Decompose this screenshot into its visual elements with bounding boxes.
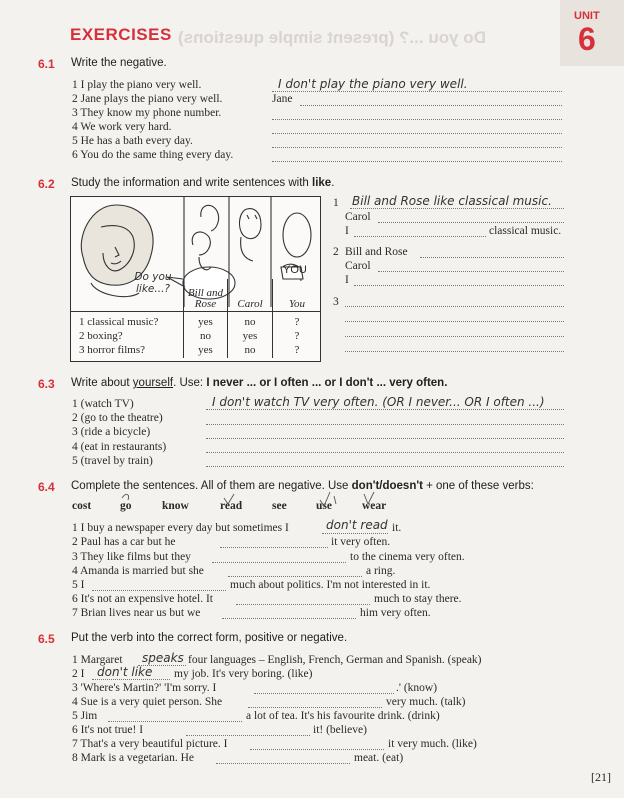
ex65-answer-1: speaks xyxy=(142,651,184,665)
ex65-post-8: meat. (eat) xyxy=(354,752,404,764)
ex64-item-5: 5 I xyxy=(72,579,85,591)
table-cell: ? xyxy=(294,315,300,328)
ex64-answer-1: don't read xyxy=(326,518,388,532)
exercise-instruction-6-3: Write about yourself. Use: I never ... or I often ... or I don't ... very often. xyxy=(71,377,448,389)
ex65-post-2: my job. It's very boring. (like) xyxy=(174,668,313,680)
table-row-label: 2 boxing? xyxy=(79,329,123,342)
ex61-item-5: 5 He has a bath every day. xyxy=(72,135,193,147)
table-cell: ? xyxy=(294,329,300,342)
verb-cost: cost xyxy=(72,500,92,512)
ex63-item-4: 4 (eat in restaurants) xyxy=(72,441,167,453)
table-cell: no xyxy=(184,329,228,343)
ex62-billrose-2: Bill and Rose xyxy=(345,246,408,258)
unit-number: 6 xyxy=(578,21,596,57)
ex61-item-4: 4 We work very hard. xyxy=(72,121,172,133)
ex62-carol-1: Carol xyxy=(345,211,371,223)
ex61-item-2: 2 Jane plays the piano very well. xyxy=(72,93,223,105)
col-header-carol: Carol xyxy=(228,279,273,311)
ex65-item-7: 7 That's a very beautiful picture. I xyxy=(72,738,228,750)
verb-wear: wear xyxy=(362,500,387,512)
ex64-item-3: 3 They like films but they xyxy=(72,551,191,563)
ex63-answer-1: I don't watch TV very often. (OR I never... OR I often ...) xyxy=(212,395,545,409)
ex62-num-2: 2 xyxy=(333,246,339,258)
ex64-post-5: much about politics. I'm not interested in it. xyxy=(230,579,431,591)
exercise-instruction-6-1: Write the negative. xyxy=(71,57,167,69)
you-speech: YOU xyxy=(283,264,307,276)
exercise-number-6-4: 6.4 xyxy=(38,480,55,494)
survey-table xyxy=(70,279,321,358)
ex61-item-6: 6 You do the same thing every day. xyxy=(72,149,234,161)
ex61-prefix-2: Jane xyxy=(272,93,293,105)
speech-bubble: Do you like...? xyxy=(134,271,172,295)
ex65-post-1: four languages – English, French, German and Spanish. (speak) xyxy=(188,654,482,666)
ex63-item-2: 2 (go to the theatre) xyxy=(72,412,163,424)
ex64-item-6: 6 It's not an expensive hotel. It xyxy=(72,593,213,605)
ex65-post-5: a lot of tea. It's his favourite drink. (drink) xyxy=(246,710,440,722)
ex62-i-2: I xyxy=(345,274,349,286)
exercise-instruction-6-5: Put the verb into the correct form, positive or negative. xyxy=(71,632,348,644)
ex65-post-4: very much. (talk) xyxy=(386,696,466,708)
ex65-item-6: 6 It's not true! I xyxy=(72,724,144,736)
ex61-item-1: 1 I play the piano very well. xyxy=(72,79,202,91)
col-header-you: You xyxy=(288,297,306,310)
ghost-heading: Do you ...? (present simple questions) xyxy=(178,28,486,47)
verb-see: see xyxy=(272,500,287,512)
ex64-item-7: 7 Brian lives near us but we xyxy=(72,607,201,619)
ex65-item-2: 2 I xyxy=(72,668,85,680)
table-row-label: 1 classical music? xyxy=(79,315,159,328)
verb-know: know xyxy=(162,500,189,512)
exercise-instruction-6-2: Study the information and write sentences with like. xyxy=(71,177,335,189)
table-row-label: 3 horror films? xyxy=(79,343,145,356)
ex65-item-8: 8 Mark is a vegetarian. He xyxy=(72,752,194,764)
verb-use: use xyxy=(316,500,332,512)
ex61-item-3: 3 They know my phone number. xyxy=(72,107,222,119)
table-cell: no xyxy=(228,311,273,329)
ex62-num-3: 3 xyxy=(333,296,339,308)
col-header-bill-rose: Bill and Rose xyxy=(184,279,228,311)
ex64-post-4: a ring. xyxy=(366,565,396,577)
ex64-post-2: it very often. xyxy=(331,536,391,548)
ex65-post-6: it! (believe) xyxy=(313,724,367,736)
page-title: EXERCISES xyxy=(70,25,172,44)
table-cell: ? xyxy=(294,344,300,356)
page-number: [21] xyxy=(591,770,611,784)
ex64-post-1: it. xyxy=(392,522,402,534)
ex65-post-7: it very much. (like) xyxy=(388,738,477,750)
table-cell: yes xyxy=(228,329,273,343)
ex62-answer-1: Bill and Rose like classical music. xyxy=(352,194,552,208)
ex63-item-5: 5 (travel by train) xyxy=(72,455,153,467)
unit-label: UNIT xyxy=(574,10,600,22)
exercise-instruction-6-4: Complete the sentences. All of them are negative. Use don't/doesn't + one of these verbs: xyxy=(71,480,534,492)
ex65-item-1: 1 Margaret xyxy=(72,654,123,666)
exercise-number-6-3: 6.3 xyxy=(38,377,55,391)
verb-read: read xyxy=(220,500,243,512)
ex65-post-3: .' (know) xyxy=(396,682,438,694)
ex63-item-1: 1 (watch TV) xyxy=(72,398,134,410)
ex62-classical: classical music. xyxy=(489,225,562,237)
ex64-post-6: much to stay there. xyxy=(374,593,462,605)
ex64-post-7: him very often. xyxy=(360,607,431,619)
table-cell: yes xyxy=(184,311,228,329)
exercise-number-6-1: 6.1 xyxy=(38,57,55,71)
ex65-answer-2: don't like xyxy=(97,665,153,679)
ex65-item-4: 4 Sue is a very quiet person. She xyxy=(72,696,223,708)
ex63-item-3: 3 (ride a bicycle) xyxy=(72,426,151,438)
exercise-number-6-2: 6.2 xyxy=(38,177,55,191)
ex64-item-4: 4 Amanda is married but she xyxy=(72,565,204,577)
tick-marks xyxy=(120,490,410,512)
exercise-number-6-5: 6.5 xyxy=(38,632,55,646)
ex61-answer-1: I don't play the piano very well. xyxy=(278,77,468,91)
ex65-item-3: 3 'Where's Martin?' 'I'm sorry. I xyxy=(72,682,217,694)
ex64-post-3: to the cinema very often. xyxy=(350,551,465,563)
ex64-item-2: 2 Paul has a car but he xyxy=(72,536,176,548)
ex62-carol-2: Carol xyxy=(345,260,371,272)
ex65-item-5: 5 Jim xyxy=(72,710,98,722)
table-cell: yes xyxy=(184,343,228,358)
ex62-i-1: I xyxy=(345,225,349,237)
ex64-item-1: 1 I buy a newspaper every day but sometimes I xyxy=(72,522,289,534)
ex62-num-1: 1 xyxy=(333,197,339,209)
table-cell: no xyxy=(228,343,273,358)
verb-go: go xyxy=(120,500,132,512)
